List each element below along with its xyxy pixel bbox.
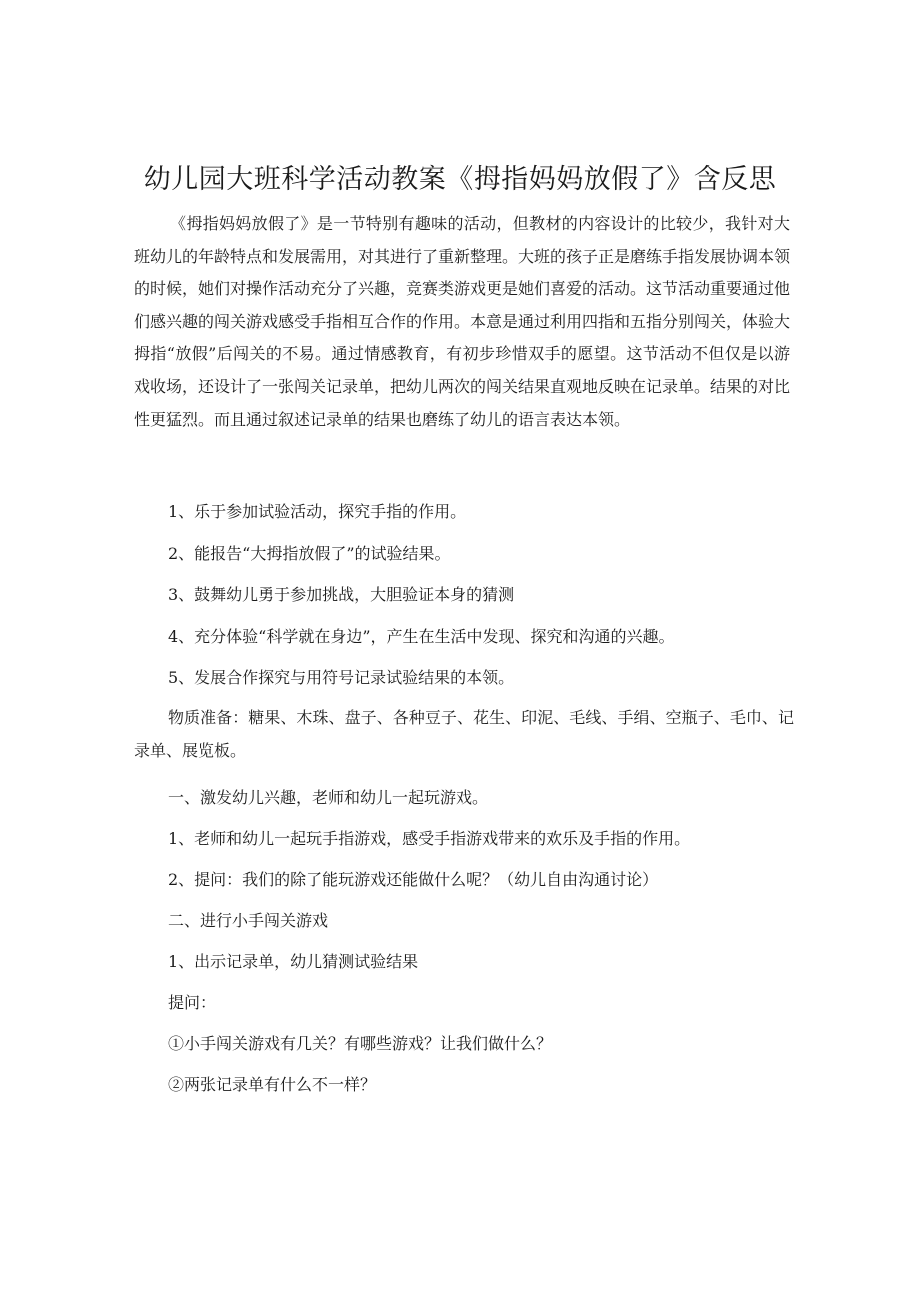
goal-item-4: 4、充分体验“科学就在身边”，产生在生活中发现、探究和沟通的兴趣。 bbox=[168, 627, 675, 646]
section-2-item-4: ②两张记录单有什么不一样？ bbox=[168, 1075, 377, 1094]
goal-item-3: 3、鼓舞幼儿勇于参加挑战，大胆验证本身的猜测 bbox=[168, 585, 515, 604]
materials-paragraph: 物质准备：糖果、木珠、盘子、各种豆子、花生、印泥、毛线、手绢、空瓶子、毛巾、记录单、展览板。 bbox=[134, 708, 794, 760]
section-2-item-2: 提问： bbox=[168, 993, 217, 1012]
section-2-heading: 二、进行小手闯关游戏 bbox=[168, 911, 329, 930]
goal-item-5: 5、发展合作探究与用符号记录试验结果的本领。 bbox=[168, 668, 515, 687]
intro-paragraph: 《拇指妈妈放假了》是一节特别有趣味的活动，但教材的内容设计的比较少，我针对大班幼儿的年龄特点和发展需用，对其进行了重新整理。大班的孩子正是磨练手指发展协调本领的时候，她们对操作活动充分了兴趣，竞赛类游戏更是她们喜爱的活动。这节活动重要通过他们感兴趣的闯关游戏感受手指相互合作的作用。本意是通过利用四指和五指分别闯关，体验大拇指“放假”后闯关的不易。通过情感教育，有初步珍惜双手的愿望。这节活动不但仅是以游戏收场，还设计了一张闯关记录单，把幼儿两次的闯关结果直观地反映在记录单。结果的对比性更猛烈。而且通过叙述记录单的结果也磨练了幼儿的语言表达本领。 bbox=[134, 214, 791, 429]
section-2-item-1: 1、出示记录单，幼儿猜测试验结果 bbox=[168, 952, 419, 971]
section-1-item-1: 1、老师和幼儿一起玩手指游戏，感受手指游戏带来的欢乐及手指的作用。 bbox=[168, 829, 691, 848]
section-1-heading: 一、激发幼儿兴趣，老师和幼儿一起玩游戏。 bbox=[168, 788, 489, 807]
goal-item-2: 2、能报告“大拇指放假了”的试验结果。 bbox=[168, 544, 451, 563]
goal-item-1: 1、乐于参加试验活动，探究手指的作用。 bbox=[168, 502, 467, 521]
document-title: 幼儿园大班科学活动教案《拇指妈妈放假了》含反思 bbox=[143, 164, 777, 195]
section-2-item-3: ①小手闯关游戏有几关？有哪些游戏？让我们做什么？ bbox=[168, 1034, 553, 1053]
section-1-item-2: 2、提问：我们的除了能玩游戏还能做什么呢？（幼儿自由沟通讨论） bbox=[168, 870, 659, 889]
